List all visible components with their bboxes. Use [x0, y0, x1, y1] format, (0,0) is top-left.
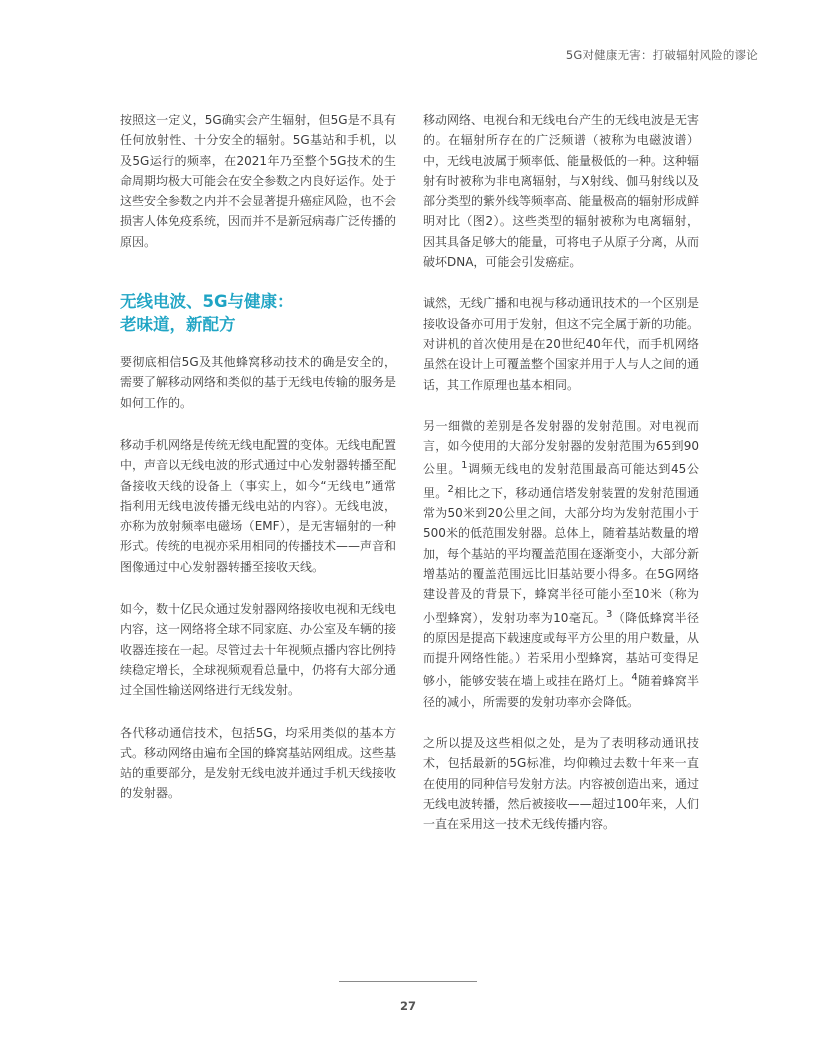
range-text-b: 调频无线电的发射范围最高可能达到45公里。 — [423, 462, 699, 500]
left-column — [120, 110, 396, 826]
footnote-marker-3: 3 — [605, 608, 613, 620]
footnote-marker-4: 4 — [631, 672, 638, 684]
running-header: 5G对健康无害：打破辐射风险的谬论 — [565, 48, 758, 62]
paragraph-definition: 按照这一定义，5G确实会产生辐射，但5G是不具有任何放射性、十分安全的辐射。5G基站和手机，以及5G运行的频率，在2021年乃至整个5G技术的生命周期均极大可能会在安全参数之内良好运作。处于这些安全参数之内并不会显著提升癌症风险，也不会损害人体免疫系统，因而并不是新冠病毒广泛传播的原因。 — [120, 113, 397, 249]
paragraph-non-ionizing: 移动网络、电视台和无线电台产生的无线电波是无害的。在辐射所存在的广泛频谱（被称为电磁波谱）中，无线电波属于频率低、能量极低的一种。这种辐射有时被称为非电离辐射，与X射线、伽马射线以及部分类型的紫外线等频率高、能量极高的辐射形成鲜明对比（图2）。这些类型的辐射被称为电离辐射，因其具备足够大的能量，可将电子从原子分离，从而破坏DNA，可能会引发癌症。 — [423, 113, 700, 270]
range-text-a: 另一细微的差别是各发射器的发射范围。对电视而言，如今使用的大部分发射器的发射范围为65到90公里。 — [423, 418, 699, 477]
footnote-marker-1: 1 — [461, 460, 468, 472]
section-heading-line2: 老味道，新配方 — [120, 315, 236, 335]
section-heading — [120, 290, 396, 336]
paragraph-broadcast-network: 如今，数十亿民众通过发射器网络接收电视和无线电内容，这一网络将全球不同家庭、办公室及车辆的接收器连接在一起。尽管过去十年视频点播内容比例持续稳定增长，全球视频观看总量中，仍将有大部分通过全国性输送网络进行无线发射。 — [120, 602, 397, 698]
range-text-d: （降低蜂窝半径的原因是提高下载速度或每平方公里的用户数量，从而提升网络性能。）若采用小型蜂窝，基站可变得足够小，能够安装在墙上或挂在路灯上。 — [423, 610, 700, 689]
paragraph-radio-config: 移动手机网络是传统无线电配置的变体。无线电配置中，声音以无线电波的形式通过中心发射器转播至配备接收天线的设备上（事实上，如今“无线电”通常指利用无线电波传播无线电站的内容）。无线电波，亦称为放射频率电磁场（EMF），是无害辐射的一种形式。传统的电视亦采用相同的传播技术——声音和图像通过中心发射器转播至接收天线。 — [120, 437, 397, 574]
footer-divider — [339, 981, 477, 982]
range-text-e: 随着蜂窝半径的减小，所需要的发射功率亦会降低。 — [423, 674, 699, 709]
paragraph-walkie-talkie: 诚然，无线广播和电视与移动通讯技术的一个区别是接收设备亦可用于发射，但这不完全属于新的功能。对讲机的首次使用是在20世纪40年代，而手机网络虽然在设计上可覆盖整个国家并用于人与人之间的通话，其工作原理也基本相同。 — [423, 296, 700, 392]
paragraph-mobile-generations: 各代移动通信技术，包括5G，均采用类似的基本方式。移动网络由遍布全国的蜂窝基站网组成。这些基站的重要部分，是发射无线电波并通过手机天线接收的发射器。 — [120, 725, 397, 801]
paragraph-conclusion: 之所以提及这些相似之处，是为了表明移动通讯技术，包括最新的5G标准，均仰赖过去数十年来一直在使用的同种信号发射方法。内容被创造出来，通过无线电波转播，然后被接收——超过100年来，人们一直在采用这一技术无线传播内容。 — [423, 736, 700, 832]
right-column — [423, 110, 699, 856]
section-heading-line1: 无线电波、5G与健康： — [120, 292, 294, 312]
page-number: 27 — [399, 999, 416, 1013]
footnote-marker-2: 2 — [447, 483, 454, 495]
paragraph-intro: 要彻底相信5G及其他蜂窝移动技术的确是安全的，需要了解移动网络和类似的基于无线电传输的服务是如何工作的。 — [120, 355, 397, 410]
range-text-c: 相比之下，移动通信塔发射装置的发射范围通常为50米到20公里之间，大部分均为发射范围小于500米的低范围发射器。总体上，随着基站数量的增加，每个基站的平均覆盖范围在逐渐变小，大部分新增基站的覆盖范围远比旧基站要小得多。在5G网络建设普及的背景下，蜂窝半径可能小至10米（称为小型蜂窝），发射功率为10毫瓦。 — [423, 485, 700, 625]
paragraph-transmit-range — [423, 416, 699, 712]
